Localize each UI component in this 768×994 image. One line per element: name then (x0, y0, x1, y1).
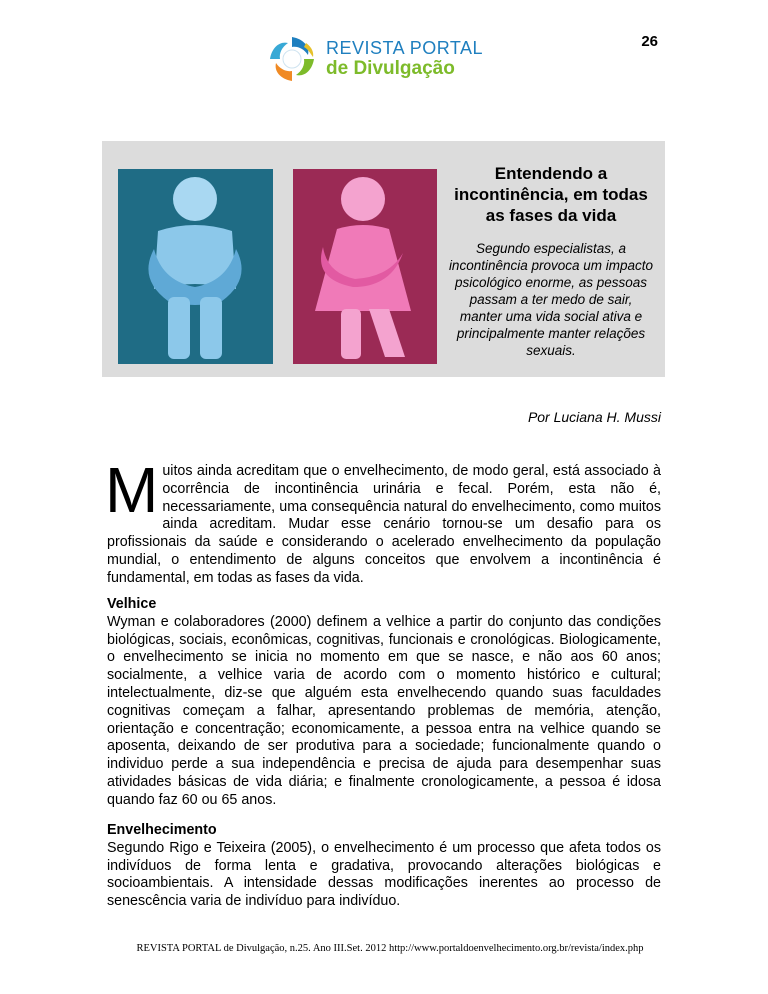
intro-text: uitos ainda acreditam que o envelhecimento, de modo geral, está associado à ocorrência de incontinência urinária e fecal. Porém, esta não é, necessariamente, uma consequência natural do envelhecimento, como muitos ainda acreditam. Mudar esse cenário tornou-se um desafio para os profissionais da saúde e considerando o acelerado envelhecimento da população mundial, o entendimento de alguns conceitos que envolvem a incontinência é fundamental, em todas as fases da vida. (107, 463, 661, 586)
page-number: 26 (641, 33, 658, 50)
byline: Por Luciana H. Mussi (527, 409, 661, 425)
section-text: Segundo Rigo e Teixeira (2005), o envelhecimento é um processo que afeta todos os indivíduos de forma lenta e gradativa, provocando alterações biológicas e socioambientais. A intensidade dessas modificações inerentes ao processo de senescência varia de indivíduo para indivíduo. (107, 839, 661, 910)
intro-paragraph (105, 454, 661, 588)
section-velhice (107, 596, 661, 810)
masthead-title-top: REVISTA PORTAL (326, 38, 484, 58)
feature-box (102, 141, 665, 377)
section-heading: Envelhecimento (107, 822, 217, 838)
section-envelhecimento (107, 822, 661, 911)
article-headline: Entendendo a incontinência, em todas as fases da vida (454, 164, 648, 225)
page-footer: REVISTA PORTAL de Divulgação, n.25. Ano III.Set. 2012 http://www.portaldoenvelhecimento.org.br/revista/index.php (136, 943, 644, 954)
female-figure-illustration (293, 169, 437, 364)
masthead-logo (264, 30, 484, 88)
masthead-title-bottom: de Divulgação (326, 58, 455, 79)
male-figure-illustration (118, 169, 273, 364)
drop-cap: M (105, 454, 159, 526)
section-text: Wyman e colaboradores (2000) definem a velhice a partir do conjunto das condições biológicas, sociais, econômicas, cognitivas, funcionais e cronológicas. Biologicamente, o envelhecimento se inicia no momento em que se nasce, e não aos 60 anos; socialmente, a velhice varia de acordo com o momento histórico e cultural; intelectualmente, diz-se que alguém esta envelhecendo quando suas faculdades cognitivas começam a falhar, apresentando problemas de memória, atenção, orientação e concentração; economicamente, a pessoa entra na velhice quando se aposenta, deixando de ser produtiva para a sociedade; funcionalmente quando o individuo perde a sua independência e precisa de ajuda para desempenhar suas atividades básicas de vida diária; e finalmente cronologicamente, a pessoa é idosa quando faz 60 ou 65 anos. (107, 613, 661, 808)
article-lede: Segundo especialistas, a incontinência provoca um impacto psicológico enorme, as pessoas passam a ter medo de sair, manter uma vida social ativa e principalmente manter relações sexuais. (448, 241, 654, 358)
logo-swirl-icon (264, 31, 320, 87)
section-heading: Velhice (107, 596, 157, 612)
